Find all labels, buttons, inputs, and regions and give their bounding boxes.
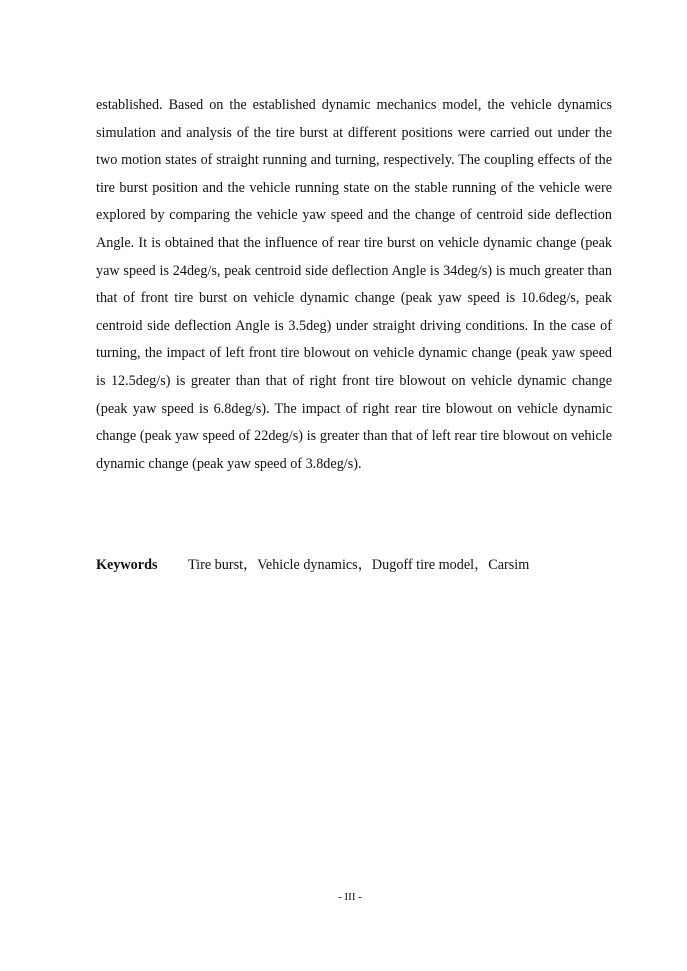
keywords-line [96, 555, 616, 575]
page-number: - III - [338, 891, 362, 903]
keywords-label: Keywords [96, 557, 158, 573]
keywords-list: Tire burst，Vehicle dynamics，Dugoff tire model，Carsim [188, 557, 530, 573]
abstract-paragraph: established. Based on the established dynamic mechanics model, the vehicle dynamics simulation and analysis of the tire burst at different positions were carried out under the two motion states of straight running and turning, respectively. The coupling effects of the tire burst position and the vehicle running state on the stable running of the vehicle were explored by comparing the vehicle yaw speed and the change of centroid side deflection Angle. It is obtained that the influence of rear tire burst on vehicle dynamic change (peak yaw speed is 24deg/s, peak centroid side deflection Angle is 34deg/s) is much greater than that of front tire burst on vehicle dynamic change (peak yaw speed is 10.6deg/s, peak centroid side deflection Angle is 3.5deg) under straight driving conditions. In the case of turning, the impact of left front tire blowout on vehicle dynamic change (peak yaw speed is 12.5deg/s) is greater than that of right front tire blowout on vehicle dynamic change (peak yaw speed is 6.8deg/s). The impact of right rear tire blowout on vehicle dynamic change (peak yaw speed of 22deg/s) is greater than that of left rear tire blowout on vehicle dynamic change (peak yaw speed of 3.8deg/s). [96, 97, 612, 472]
